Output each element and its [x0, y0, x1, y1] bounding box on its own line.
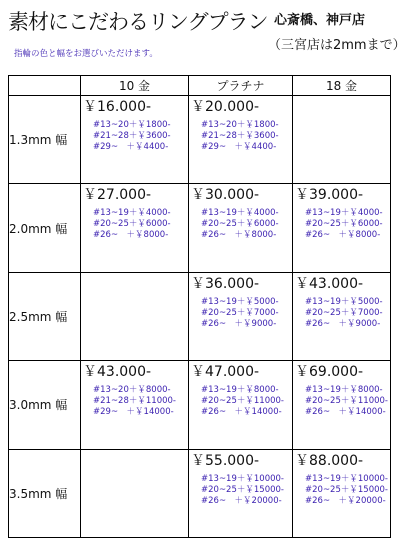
price-cell-platinum — [189, 449, 293, 537]
width-label: 2.5mm 幅 — [9, 272, 81, 360]
base-price: ￥36.000- — [191, 275, 260, 292]
size-surcharge-line: #13~19＋￥10000- — [201, 473, 284, 484]
size-surcharge-list — [189, 208, 292, 241]
table-row — [9, 449, 391, 537]
base-price: ￥47.000- — [191, 364, 260, 381]
base-price: ￥69.000- — [295, 364, 364, 381]
size-surcharge-line: #26~ ＋￥14000- — [201, 407, 282, 418]
size-surcharge-list — [293, 297, 390, 330]
header-corner — [9, 76, 81, 96]
size-surcharge-line: #26~ ＋￥14000- — [305, 407, 386, 418]
price-cell-18k-gold — [293, 361, 391, 449]
size-surcharge-line: #26~ ＋￥8000- — [305, 230, 381, 241]
price-cell-platinum — [189, 272, 293, 360]
size-surcharge-line: #20~25＋￥6000- — [201, 219, 279, 230]
price-cell-18k-gold — [293, 272, 391, 360]
size-surcharge-list — [81, 120, 188, 153]
price-cell-18k-gold — [293, 184, 391, 272]
size-surcharge-line: #13~20＋￥1800- — [93, 120, 171, 130]
size-surcharge-list — [293, 385, 390, 418]
size-surcharge-list — [81, 208, 188, 241]
page-subtitle: 指輪の色と幅をお選びいただけます。 — [14, 49, 158, 59]
size-surcharge-line: #26~ ＋￥20000- — [201, 495, 282, 506]
size-surcharge-line: #20~25＋￥11000- — [305, 396, 388, 407]
width-label: 3.5mm 幅 — [9, 449, 81, 537]
size-surcharge-line: #13~19＋￥4000- — [305, 208, 383, 219]
size-surcharge-line: #26~ ＋￥9000- — [305, 318, 381, 329]
size-surcharge-line: #26~ ＋￥8000- — [93, 230, 169, 241]
base-price: ￥88.000- — [295, 452, 364, 469]
size-surcharge-line: #13~19＋￥4000- — [201, 208, 279, 219]
store-names: 心斎橋、神戸店 — [274, 13, 366, 28]
size-surcharge-line: #26~ ＋￥20000- — [305, 495, 386, 506]
base-price: ￥39.000- — [295, 187, 364, 204]
table-row — [9, 361, 391, 449]
base-price: ￥55.000- — [191, 452, 260, 469]
page-title: 素材にこだわるリングプラン — [8, 10, 268, 34]
width-label: 1.3mm 幅 — [9, 96, 81, 184]
store-note: （三宮店は2mmまで） — [268, 38, 406, 53]
table-row — [9, 96, 391, 184]
column-header-platinum: プラチナ — [189, 76, 293, 96]
size-surcharge-line: #13~19＋￥4000- — [93, 208, 171, 219]
price-table — [8, 75, 391, 538]
size-surcharge-list — [189, 385, 292, 418]
size-surcharge-line: #26~ ＋￥9000- — [201, 318, 277, 329]
price-cell-18k-gold — [293, 96, 391, 184]
base-price: ￥43.000- — [83, 364, 152, 381]
price-cell-platinum — [189, 96, 293, 184]
table-body — [9, 96, 391, 538]
size-surcharge-line: #13~20＋￥1800- — [201, 120, 279, 130]
size-surcharge-line: #13~19＋￥8000- — [201, 385, 279, 396]
size-surcharge-line: #21~28＋￥3600- — [93, 131, 171, 141]
size-surcharge-line: #29~ ＋￥4400- — [93, 142, 169, 152]
price-cell-10k-gold — [81, 361, 189, 449]
size-surcharge-list — [293, 208, 390, 241]
size-surcharge-line: #20~25＋￥11000- — [201, 396, 284, 407]
table-row — [9, 184, 391, 272]
price-cell-10k-gold — [81, 272, 189, 360]
size-surcharge-line: #13~19＋￥10000- — [305, 473, 388, 484]
size-surcharge-line: #20~25＋￥7000- — [305, 307, 383, 318]
size-surcharge-list — [293, 474, 390, 507]
size-surcharge-list — [189, 297, 292, 330]
table-row — [9, 272, 391, 360]
base-price: ￥16.000- — [83, 99, 152, 115]
size-surcharge-line: #13~20＋￥8000- — [93, 385, 171, 396]
size-surcharge-line: #20~25＋￥15000- — [305, 484, 388, 495]
base-price: ￥43.000- — [295, 275, 364, 292]
price-cell-10k-gold — [81, 96, 189, 184]
price-cell-platinum — [189, 361, 293, 449]
price-cell-18k-gold — [293, 449, 391, 537]
size-surcharge-line: #13~19＋￥5000- — [305, 296, 383, 307]
price-cell-platinum — [189, 184, 293, 272]
base-price: ￥27.000- — [83, 187, 152, 204]
base-price: ￥20.000- — [191, 99, 260, 115]
size-surcharge-line: #20~25＋￥6000- — [93, 219, 171, 230]
size-surcharge-list — [81, 385, 188, 418]
width-label: 2.0mm 幅 — [9, 184, 81, 272]
base-price: ￥30.000- — [191, 187, 260, 204]
size-surcharge-line: #20~25＋￥15000- — [201, 484, 284, 495]
column-header-18k-gold: 18 金 — [293, 76, 391, 96]
size-surcharge-line: #26~ ＋￥8000- — [201, 230, 277, 241]
size-surcharge-line: #13~19＋￥5000- — [201, 296, 279, 307]
size-surcharge-list — [189, 474, 292, 507]
price-cell-10k-gold — [81, 184, 189, 272]
width-label: 3.0mm 幅 — [9, 361, 81, 449]
size-surcharge-list — [189, 120, 292, 153]
size-surcharge-line: #29~ ＋￥14000- — [93, 407, 174, 418]
table-header-row — [9, 76, 391, 96]
size-surcharge-line: #13~19＋￥8000- — [305, 385, 383, 396]
size-surcharge-line: #21~28＋￥3600- — [201, 131, 279, 141]
price-cell-10k-gold — [81, 449, 189, 537]
column-header-10k-gold: 10 金 — [81, 76, 189, 96]
size-surcharge-line: #20~25＋￥7000- — [201, 307, 279, 318]
size-surcharge-line: #20~25＋￥6000- — [305, 219, 383, 230]
size-surcharge-line: #29~ ＋￥4400- — [201, 142, 277, 152]
size-surcharge-line: #21~28＋￥11000- — [93, 396, 176, 407]
